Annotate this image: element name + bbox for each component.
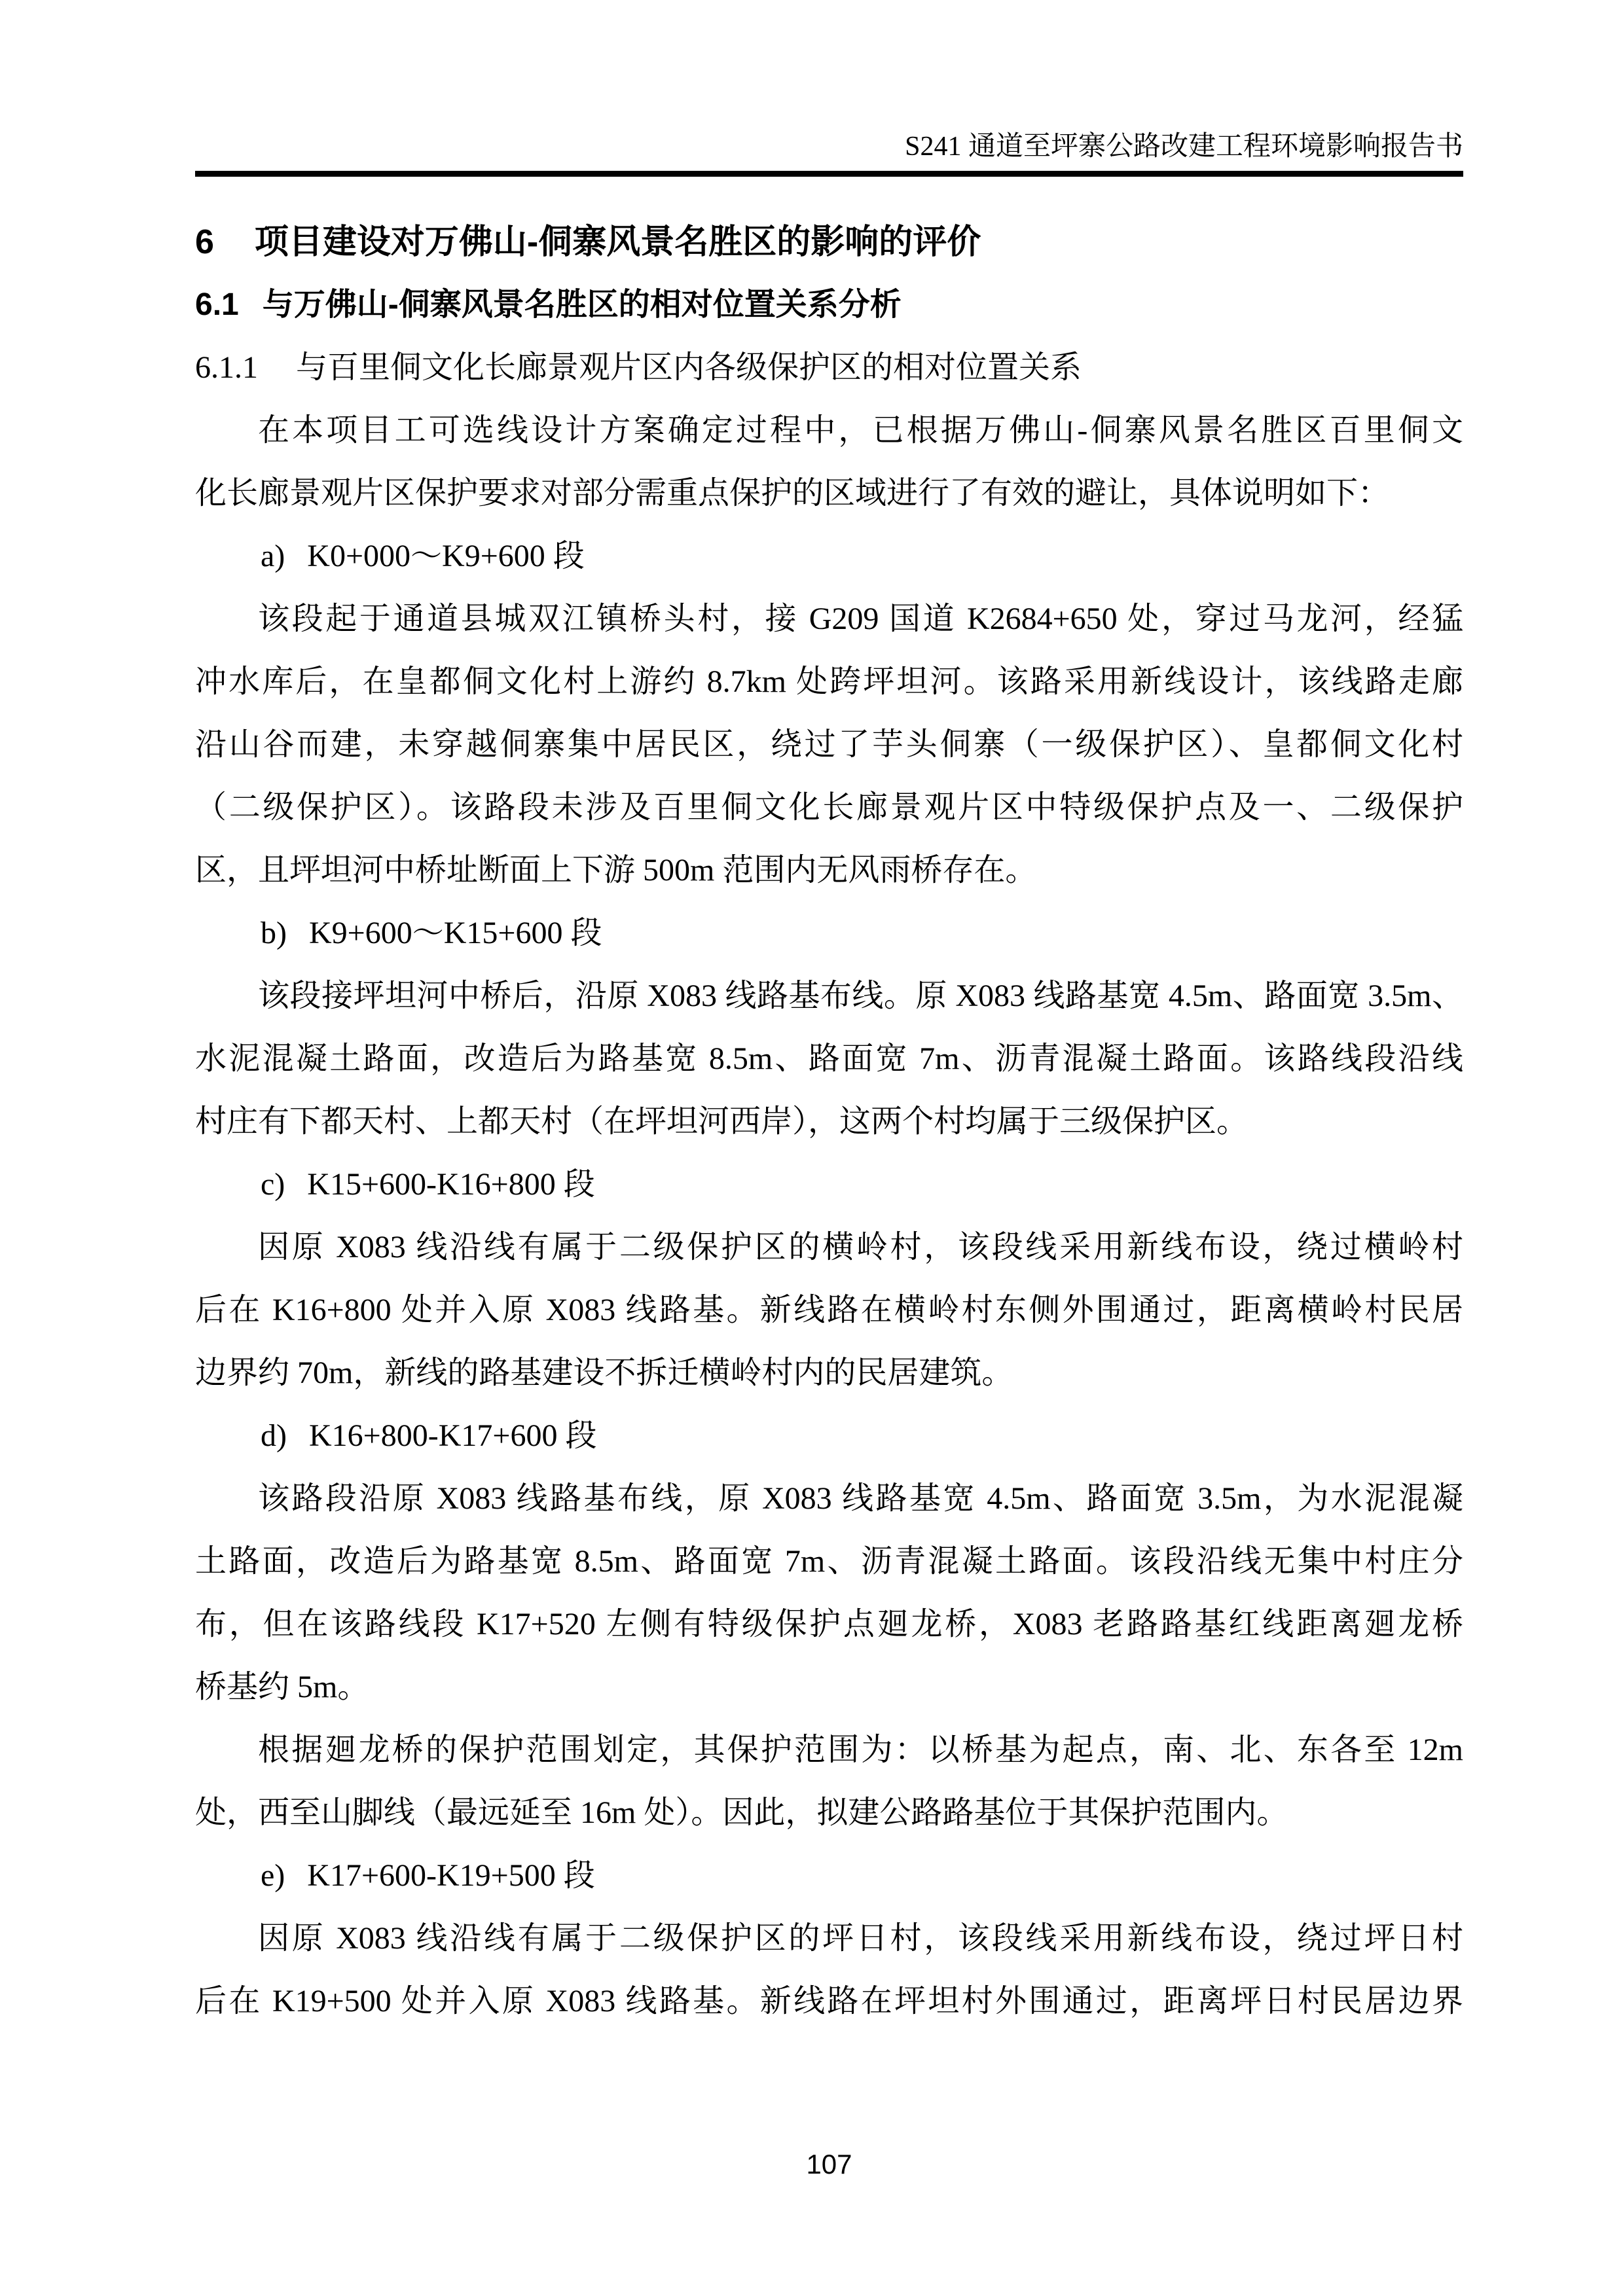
list-item-text: K9+600～K15+600 段 (308, 916, 602, 950)
subsection-heading (195, 336, 1463, 399)
list-item-text: K0+000～K9+600 段 (307, 539, 585, 573)
page-content (195, 211, 1463, 2033)
header-rule (195, 171, 1463, 177)
paragraph-line: 边界约 70m，新线的路基建设不拆迁横岭村内的民居建筑。 (195, 1355, 1013, 1390)
list-item-e (195, 1844, 1463, 1907)
paragraph-line: 后在 K16+800 处并入原 X083 线路基。新线路在横岭村东侧外围通过，距离横岭村民居 (195, 1293, 1463, 1327)
paragraph-line: 该路段沿原 X083 线路基布线，原 X083 线路基宽 4.5m、路面宽 3.5m，为水泥混凝 (258, 1481, 1463, 1516)
chapter-number: 6 (195, 223, 214, 261)
list-item-a (195, 525, 1463, 588)
paragraph-line: 水泥混凝土路面，改造后为路基宽 8.5m、路面宽 7m、沥青混凝土路面。该路线段沿线 (195, 1041, 1463, 1076)
paragraph-line: 因原 X083 线沿线有属于二级保护区的坪日村，该段线采用新线布设，绕过坪日村 (258, 1921, 1463, 1956)
list-item-label: b) (261, 916, 287, 950)
paragraph-line: 布，但在该路线段 K17+520 左侧有特级保护点廻龙桥，X083 老路路基红线距离廻龙桥 (195, 1607, 1463, 1641)
list-item-label: e) (261, 1858, 285, 1893)
paragraph-line: （二级保护区）。该路段未涉及百里侗文化长廊景观片区中特级保护点及一、二级保护 (195, 790, 1463, 825)
list-item-label: d) (261, 1418, 287, 1453)
section-number: 6.1 (195, 287, 239, 322)
subsection-number: 6.1.1 (195, 350, 258, 385)
section-heading (195, 274, 1463, 336)
chapter-title: 项目建设对万佛山-侗寨风景名胜区的影响的评价 (254, 223, 981, 261)
paragraph-line: 根据廻龙桥的保护范围划定，其保护范围为：以桥基为起点，南、北、东各至 12m (258, 1732, 1463, 1767)
paragraph-line: 在本项目工可选线设计方案确定过程中，已根据万佛山-侗寨风景名胜区百里侗文 (258, 413, 1463, 448)
paragraph-line: 区，且坪坦河中桥址断面上下游 500m 范围内无风雨桥存在。 (195, 853, 1037, 888)
list-item-d (195, 1405, 1463, 1467)
paragraph-line: 土路面，改造后为路基宽 8.5m、路面宽 7m、沥青混凝土路面。该段沿线无集中村庄分 (195, 1544, 1463, 1579)
paragraph-line: 该段起于通道县城双江镇桥头村，接 G209 国道 K2684+650 处，穿过马龙河，经猛 (258, 601, 1463, 636)
list-item-text: K16+800-K17+600 段 (308, 1418, 597, 1453)
paragraph-line: 该段接坪坦河中桥后，沿原 X083 线路基布线。原 X083 线路基宽 4.5m、路面宽 3.5m、 (258, 978, 1463, 1013)
list-item-b (195, 902, 1463, 965)
report-header-title: S241 通道至坪寨公路改建工程环境影响报告书 (905, 132, 1463, 162)
page-number: 107 (806, 2149, 852, 2179)
list-item-label: c) (261, 1167, 285, 1202)
subsection-title: 与百里侗文化长廊景观片区内各级保护区的相对位置关系 (296, 350, 1082, 385)
paragraph-line: 沿山谷而建，未穿越侗寨集中居民区，绕过了芋头侗寨（一级保护区）、皇都侗文化村 (195, 727, 1463, 762)
paragraph-line: 化长廊景观片区保护要求对部分需重点保护的区域进行了有效的避让，具体说明如下： (195, 476, 1390, 511)
list-item-label: a) (261, 539, 285, 573)
paragraph-line: 处，西至山脚线（最远延至 16m 处）。因此，拟建公路路基位于其保护范围内。 (195, 1795, 1288, 1830)
list-item-text: K15+600-K16+800 段 (307, 1167, 595, 1202)
section-title: 与万佛山-侗寨风景名胜区的相对位置关系分析 (262, 287, 902, 322)
paragraph-line: 因原 X083 线沿线有属于二级保护区的横岭村，该段线采用新线布设，绕过横岭村 (258, 1230, 1463, 1265)
paragraph-line: 冲水库后，在皇都侗文化村上游约 8.7km 处跨坪坦河。该路采用新线设计，该线路走廊 (195, 664, 1463, 699)
list-item-text: K17+600-K19+500 段 (307, 1858, 595, 1893)
paragraph-line: 村庄有下都天村、上都天村（在坪坦河西岸），这两个村均属于三级保护区。 (195, 1104, 1249, 1139)
paragraph-line: 后在 K19+500 处并入原 X083 线路基。新线路在坪坦村外围通过，距离坪日村民居边界 (195, 1984, 1463, 2018)
list-item-c (195, 1153, 1463, 1216)
paragraph-line: 桥基约 5m。 (195, 1670, 369, 1704)
chapter-heading (195, 211, 1463, 274)
